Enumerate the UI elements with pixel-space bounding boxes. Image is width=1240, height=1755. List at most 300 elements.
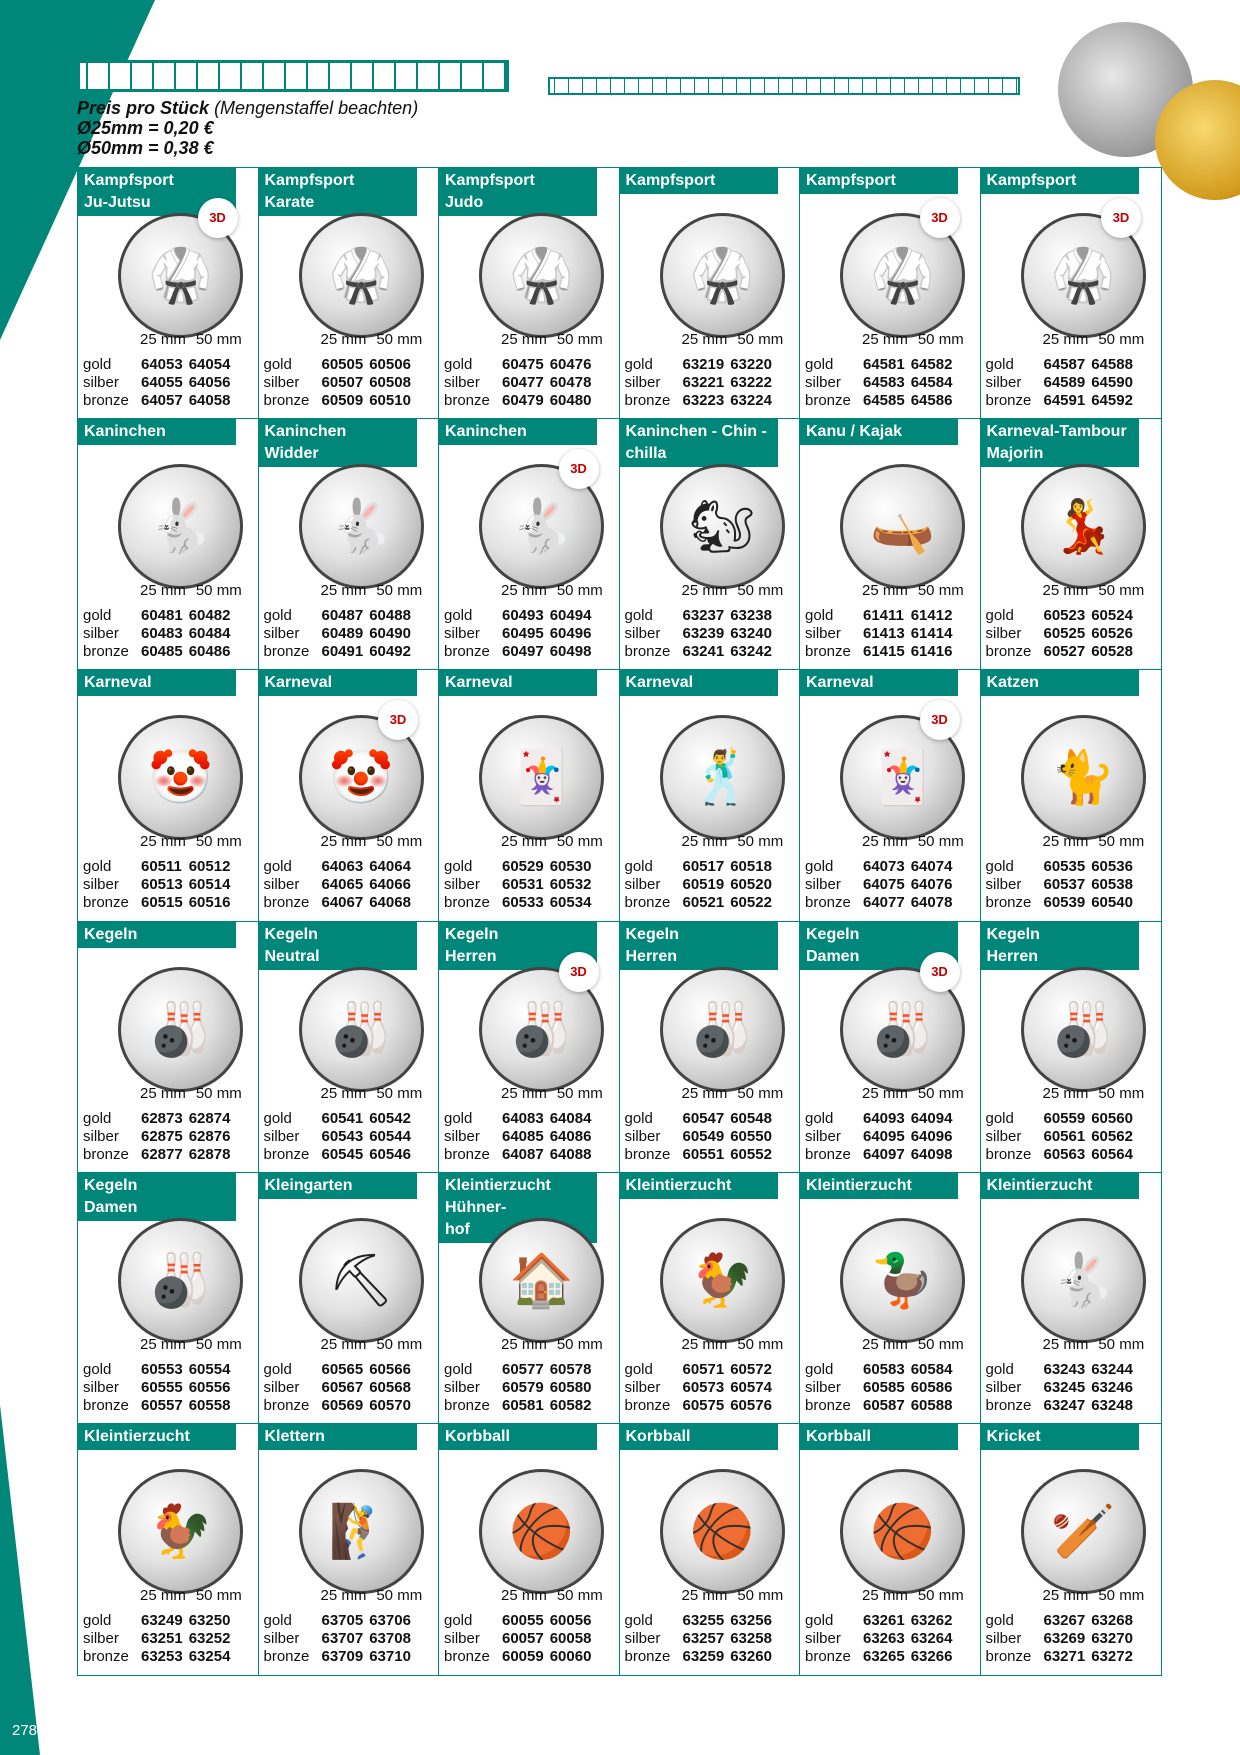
size-50-label: 50 mm [1098,331,1145,348]
table-row [625,1648,778,1666]
size-25-label: 25 mm [862,833,908,851]
product-title: Kampfsport Judo [439,168,597,216]
article-number-table [83,1612,236,1666]
size-header [321,1336,433,1353]
size-50-label: 50 mm [195,1586,242,1604]
size-25-label: 25 mm [1042,1335,1089,1353]
article-number-25mm: 60493 [502,607,544,625]
table-row [805,643,958,661]
article-number-25mm: 64083 [502,1109,544,1127]
dancer-icon: 🕺 [660,715,785,840]
article-number-50mm: 60506 [369,356,411,373]
article-number-table [264,1361,417,1415]
size-header [501,1587,613,1604]
article-number-50mm: 60524 [1091,607,1133,625]
size-25-label: 25 mm [681,1335,728,1353]
article-number-table [264,356,417,410]
table-row [986,1110,1139,1128]
table-row [986,607,1139,625]
table-row [83,1128,236,1146]
article-number-25mm: 60487 [321,607,364,625]
article-number-50mm: 60542 [369,1109,411,1127]
article-number-50mm: 60490 [369,625,411,643]
article-number-50mm: 60566 [369,1360,411,1378]
product-title: Kampfsport Karate [259,168,417,216]
size-25-label: 25 mm [140,1084,186,1102]
article-number-25mm: 63223 [682,392,725,409]
finish-label: gold [83,1611,112,1629]
finish-label: gold [444,1109,473,1127]
size-25-label: 25 mm [681,582,728,600]
size-25-label: 25 mm [681,833,728,851]
rabbit-icon: 🐇 [118,464,243,589]
size-50-label: 50 mm [195,582,242,600]
table-row [625,392,778,410]
finish-label: gold [263,1360,292,1378]
article-number-50mm: 64584 [910,374,953,391]
size-50-label: 50 mm [556,833,603,851]
finish-label: silber [444,374,480,391]
finish-label: silber [263,876,300,894]
article-number-table [444,1110,597,1164]
finish-label: silber [805,374,841,391]
article-number-50mm: 60528 [1091,643,1133,661]
finish-label: silber [263,374,300,391]
size-header [1043,582,1155,599]
product-title: Karneval [620,670,778,696]
product-title: Kegeln Damen [78,1173,236,1221]
finish-label: bronze [805,643,851,661]
product-title: Kleintierzucht [78,1424,236,1450]
article-number-25mm: 63249 [141,1611,183,1629]
article-number-50mm: 60584 [910,1360,953,1378]
article-number-50mm: 62876 [188,1127,231,1145]
article-number-50mm: 60570 [369,1396,411,1414]
table-row [444,392,597,410]
size-25-label: 25 mm [320,582,367,600]
article-number-25mm: 60535 [1043,858,1086,876]
article-number-50mm: 64088 [549,1145,592,1163]
article-number-25mm: 63271 [1043,1647,1086,1665]
article-number-table [625,1110,778,1164]
finish-label: bronze [263,643,310,661]
product-cell [259,1424,440,1675]
table-row [444,894,597,912]
finish-label: bronze [624,1145,671,1163]
table-row [986,1379,1139,1397]
finish-label: gold [263,858,292,876]
table-row [83,607,236,625]
rabbit-icon: 🐇 [299,464,424,589]
article-number-25mm: 60567 [321,1378,364,1396]
finish-label: bronze [624,643,671,661]
article-number-50mm: 60552 [730,1145,772,1163]
article-number-25mm: 64075 [863,876,905,894]
finish-label: bronze [805,1396,851,1414]
article-number-50mm: 60492 [369,643,411,661]
article-number-50mm: 60058 [549,1629,592,1647]
table-row [264,1648,417,1666]
article-number-table [625,607,778,661]
article-number-50mm: 64586 [910,392,953,409]
table-row [264,1361,417,1379]
table-row [625,1146,778,1164]
article-number-25mm: 63221 [682,374,725,391]
article-number-25mm: 60495 [502,625,544,643]
article-number-25mm: 64087 [502,1145,544,1163]
page-number: 278 [12,1722,38,1739]
article-number-50mm: 60540 [1091,894,1133,912]
article-number-25mm: 60559 [1043,1109,1086,1127]
jester-cap-icon: 🃏 [840,715,965,840]
article-number-25mm: 64591 [1043,392,1086,409]
size-header [501,582,613,599]
article-number-table [805,356,958,410]
size-25-label: 25 mm [501,1586,547,1604]
table-row [444,1397,597,1415]
table-row [625,876,778,894]
product-title: Klettern [259,1424,417,1450]
finish-label: gold [985,858,1014,876]
article-number-table [444,356,597,410]
size-50-label: 50 mm [376,582,423,600]
product-cell [620,670,801,921]
article-number-25mm: 60571 [682,1360,725,1378]
finish-label: bronze [83,1647,129,1665]
article-number-50mm: 63710 [369,1647,411,1665]
bowling-icon: 🎳 [118,967,243,1092]
finish-label: bronze [444,1145,490,1163]
article-number-50mm: 64588 [1091,356,1133,373]
article-number-50mm: 61414 [910,625,953,643]
product-title: Kegeln Neutral [259,922,417,970]
article-number-50mm: 60520 [730,876,772,894]
article-number-50mm: 63260 [730,1647,772,1665]
table-row [805,876,958,894]
article-number-50mm: 63240 [730,625,772,643]
table-row [805,1379,958,1397]
finish-label: bronze [83,1145,129,1163]
article-number-25mm: 60481 [141,607,183,625]
3d-badge: 3D [920,700,960,740]
size-header [140,833,252,850]
article-number-25mm: 63245 [1043,1378,1086,1396]
size-50-label: 50 mm [737,1084,784,1102]
finish-label: silber [444,876,480,894]
size-25-label: 25 mm [320,1084,367,1102]
article-number-50mm: 60538 [1091,876,1133,894]
finish-label: silber [985,374,1022,391]
product-title: Kampfsport [800,168,958,194]
finish-label: bronze [83,392,129,409]
product-cell [439,670,620,921]
article-number-50mm: 63254 [188,1647,231,1665]
table-row [444,876,597,894]
article-number-50mm: 60562 [1091,1127,1133,1145]
size-header [140,1085,252,1102]
article-number-25mm: 60541 [321,1109,364,1127]
article-number-50mm: 60518 [730,858,772,876]
table-row [264,1397,417,1415]
article-number-table [444,607,597,661]
size-25-label: 25 mm [320,833,367,851]
finish-label: bronze [624,392,671,409]
article-number-25mm: 64057 [141,392,183,409]
product-title: Kleintierzucht [800,1173,958,1199]
category-title-graphic [77,60,509,92]
article-number-50mm: 64064 [369,858,411,876]
product-cell [439,1424,620,1675]
table-row [83,625,236,643]
article-number-25mm: 61411 [863,607,904,625]
finish-label: gold [985,1109,1014,1127]
article-number-table [83,1110,236,1164]
finish-label: gold [805,1360,834,1378]
product-cell [981,1424,1162,1675]
size-header [501,1085,613,1102]
korfball-icon: 🏀 [840,1469,965,1594]
article-number-25mm: 63257 [682,1629,725,1647]
article-number-25mm: 60583 [863,1360,905,1378]
table-row [83,876,236,894]
table-row [805,625,958,643]
rooster-icon: 🐓 [660,1218,785,1343]
small-animals-icon: 🐇 [1021,1218,1146,1343]
size-50-label: 50 mm [195,1335,242,1353]
article-number-50mm: 61416 [910,643,953,661]
table-row [625,1110,778,1128]
table-row [444,1361,597,1379]
article-number-50mm: 60534 [549,894,592,912]
article-number-25mm: 61415 [863,643,905,661]
article-number-25mm: 60585 [863,1378,905,1396]
article-number-25mm: 63267 [1043,1611,1086,1629]
article-number-50mm: 60546 [369,1145,411,1163]
finish-label: gold [624,858,653,876]
size-header [140,1587,252,1604]
finish-label: gold [444,356,473,373]
duck-icon: 🦆 [840,1218,965,1343]
bowling-icon: 🎳 [479,967,604,1092]
finish-label: silber [83,625,119,643]
price-note: (Mengenstaffel beachten) [214,98,419,118]
size-25-label: 25 mm [140,331,186,348]
table-row [625,643,778,661]
table-row [83,356,236,374]
finish-label: silber [263,625,300,643]
finish-label: silber [805,1378,841,1396]
table-row [444,643,597,661]
table-row [805,1110,958,1128]
size-25-label: 25 mm [1042,833,1089,851]
product-cell [259,419,440,670]
article-number-25mm: 60525 [1043,625,1086,643]
product-cell [259,922,440,1173]
article-number-50mm: 63266 [910,1647,953,1665]
table-row [264,1630,417,1648]
table-row [986,1361,1139,1379]
table-row [264,894,417,912]
size-50-label: 50 mm [1098,1586,1145,1604]
finish-label: gold [444,858,473,876]
product-cell [620,1173,801,1424]
article-number-25mm: 60477 [502,374,544,391]
jester-icon: 🤡 [118,715,243,840]
size-50-label: 50 mm [376,1335,423,1353]
article-number-25mm: 60565 [321,1360,364,1378]
article-number-25mm: 63259 [682,1647,725,1665]
finish-label: gold [624,1360,653,1378]
article-number-50mm: 64086 [549,1127,592,1145]
article-number-50mm: 60510 [369,392,411,409]
jester-cap-icon: 🃏 [479,715,604,840]
finish-label: bronze [985,643,1032,661]
article-number-table [805,607,958,661]
martial-arts-icon: 🥋 [1021,213,1146,338]
finish-label: bronze [985,1145,1032,1163]
size-25-label: 25 mm [862,582,908,600]
article-number-50mm: 60494 [549,607,592,625]
product-cell [620,1424,801,1675]
article-number-25mm: 60533 [502,894,544,912]
size-header [682,1587,794,1604]
article-number-table [986,858,1139,912]
finish-label: gold [83,858,112,876]
size-25-label: 25 mm [501,1084,547,1102]
3d-badge: 3D [378,700,418,740]
article-number-50mm: 63264 [910,1629,953,1647]
3d-badge: 3D [1101,198,1141,238]
size-25-label: 25 mm [862,1335,908,1353]
finish-label: silber [444,1629,480,1647]
article-number-25mm: 60511 [141,858,182,876]
article-number-25mm: 60527 [1043,643,1086,661]
finish-label: bronze [985,392,1032,409]
size-50-label: 50 mm [737,833,784,851]
article-number-50mm: 60498 [549,643,592,661]
size-25-label: 25 mm [1042,1586,1089,1604]
article-number-50mm: 60536 [1091,858,1133,876]
finish-label: gold [263,1611,292,1629]
table-row [444,1379,597,1397]
size-header [862,582,974,599]
article-number-50mm: 60550 [730,1127,772,1145]
article-number-50mm: 60522 [730,894,772,912]
article-number-table [625,1612,778,1666]
finish-label: silber [624,1127,661,1145]
finish-label: bronze [805,1647,851,1665]
finish-label: silber [83,1378,119,1396]
article-number-table [83,1361,236,1415]
garden-tools-icon: ⛏ [299,1218,424,1343]
size-25-label: 25 mm [862,1586,908,1604]
size-25-label: 25 mm [140,1335,186,1353]
article-number-50mm: 64582 [910,356,953,373]
finish-label: bronze [624,894,671,912]
size-50-label: 50 mm [917,1084,964,1102]
table-row [986,1648,1139,1666]
table-row [625,1630,778,1648]
finish-label: silber [805,625,841,643]
size-50-label: 50 mm [917,1335,964,1353]
article-number-50mm: 64054 [188,356,231,373]
article-number-50mm: 64592 [1091,392,1133,409]
article-number-25mm: 60553 [141,1360,183,1378]
finish-label: gold [624,1109,653,1127]
finish-label: silber [624,374,661,391]
product-title: Karneval [78,670,236,696]
article-number-25mm: 60057 [502,1629,544,1647]
article-number-50mm: 63242 [730,643,772,661]
product-cell [259,168,440,419]
size-header [321,1587,433,1604]
bowling-pins-icon: 🎳 [299,967,424,1092]
finish-label: bronze [83,894,129,912]
article-number-table [805,1110,958,1164]
article-number-50mm: 60488 [369,607,411,625]
table-row [83,894,236,912]
article-number-50mm: 63244 [1091,1360,1133,1378]
table-row [264,876,417,894]
article-number-50mm: 63256 [730,1611,772,1629]
finish-label: bronze [263,1145,310,1163]
bowling-icon: 🎳 [660,967,785,1092]
finish-label: bronze [444,1647,490,1665]
size-50-label: 50 mm [556,582,603,600]
article-number-25mm: 60555 [141,1378,183,1396]
finish-label: silber [985,1127,1022,1145]
product-grid [77,167,1162,1676]
size-25-label: 25 mm [501,331,547,348]
article-number-50mm: 60056 [549,1611,592,1629]
finish-label: bronze [263,1396,310,1414]
product-cell [800,922,981,1173]
product-title: Kaninchen Widder [259,419,417,467]
jester-icon: 🤡 [299,715,424,840]
size-25-label: 25 mm [501,833,547,851]
article-number-25mm: 60505 [321,356,364,373]
product-cell [800,168,981,419]
article-number-50mm: 60568 [369,1378,411,1396]
article-number-50mm: 60526 [1091,625,1133,643]
article-number-25mm: 60587 [863,1396,905,1414]
article-number-table [83,858,236,912]
size-25-label: 25 mm [681,1084,728,1102]
size-25-label: 25 mm [681,331,728,348]
product-title: Kricket [981,1424,1139,1450]
article-number-25mm: 63219 [682,356,725,373]
finish-label: bronze [83,1396,129,1414]
table-row [805,1630,958,1648]
3d-badge: 3D [559,952,599,992]
finish-label: gold [624,607,653,625]
chinchilla-icon: 🐿 [660,464,785,589]
product-cell [800,670,981,921]
product-cell [78,1173,259,1424]
article-number-50mm: 63224 [730,392,772,409]
product-cell [620,168,801,419]
article-number-25mm: 60515 [141,894,183,912]
article-number-25mm: 60497 [502,643,544,661]
product-cell [439,168,620,419]
article-number-50mm: 64074 [910,858,953,876]
article-number-table [264,858,417,912]
finish-label: gold [444,1611,473,1629]
kayak-icon: 🛶 [840,464,965,589]
product-title: Kampfsport [620,168,778,194]
article-number-table [83,607,236,661]
product-title: Kegeln Herren [620,922,778,970]
